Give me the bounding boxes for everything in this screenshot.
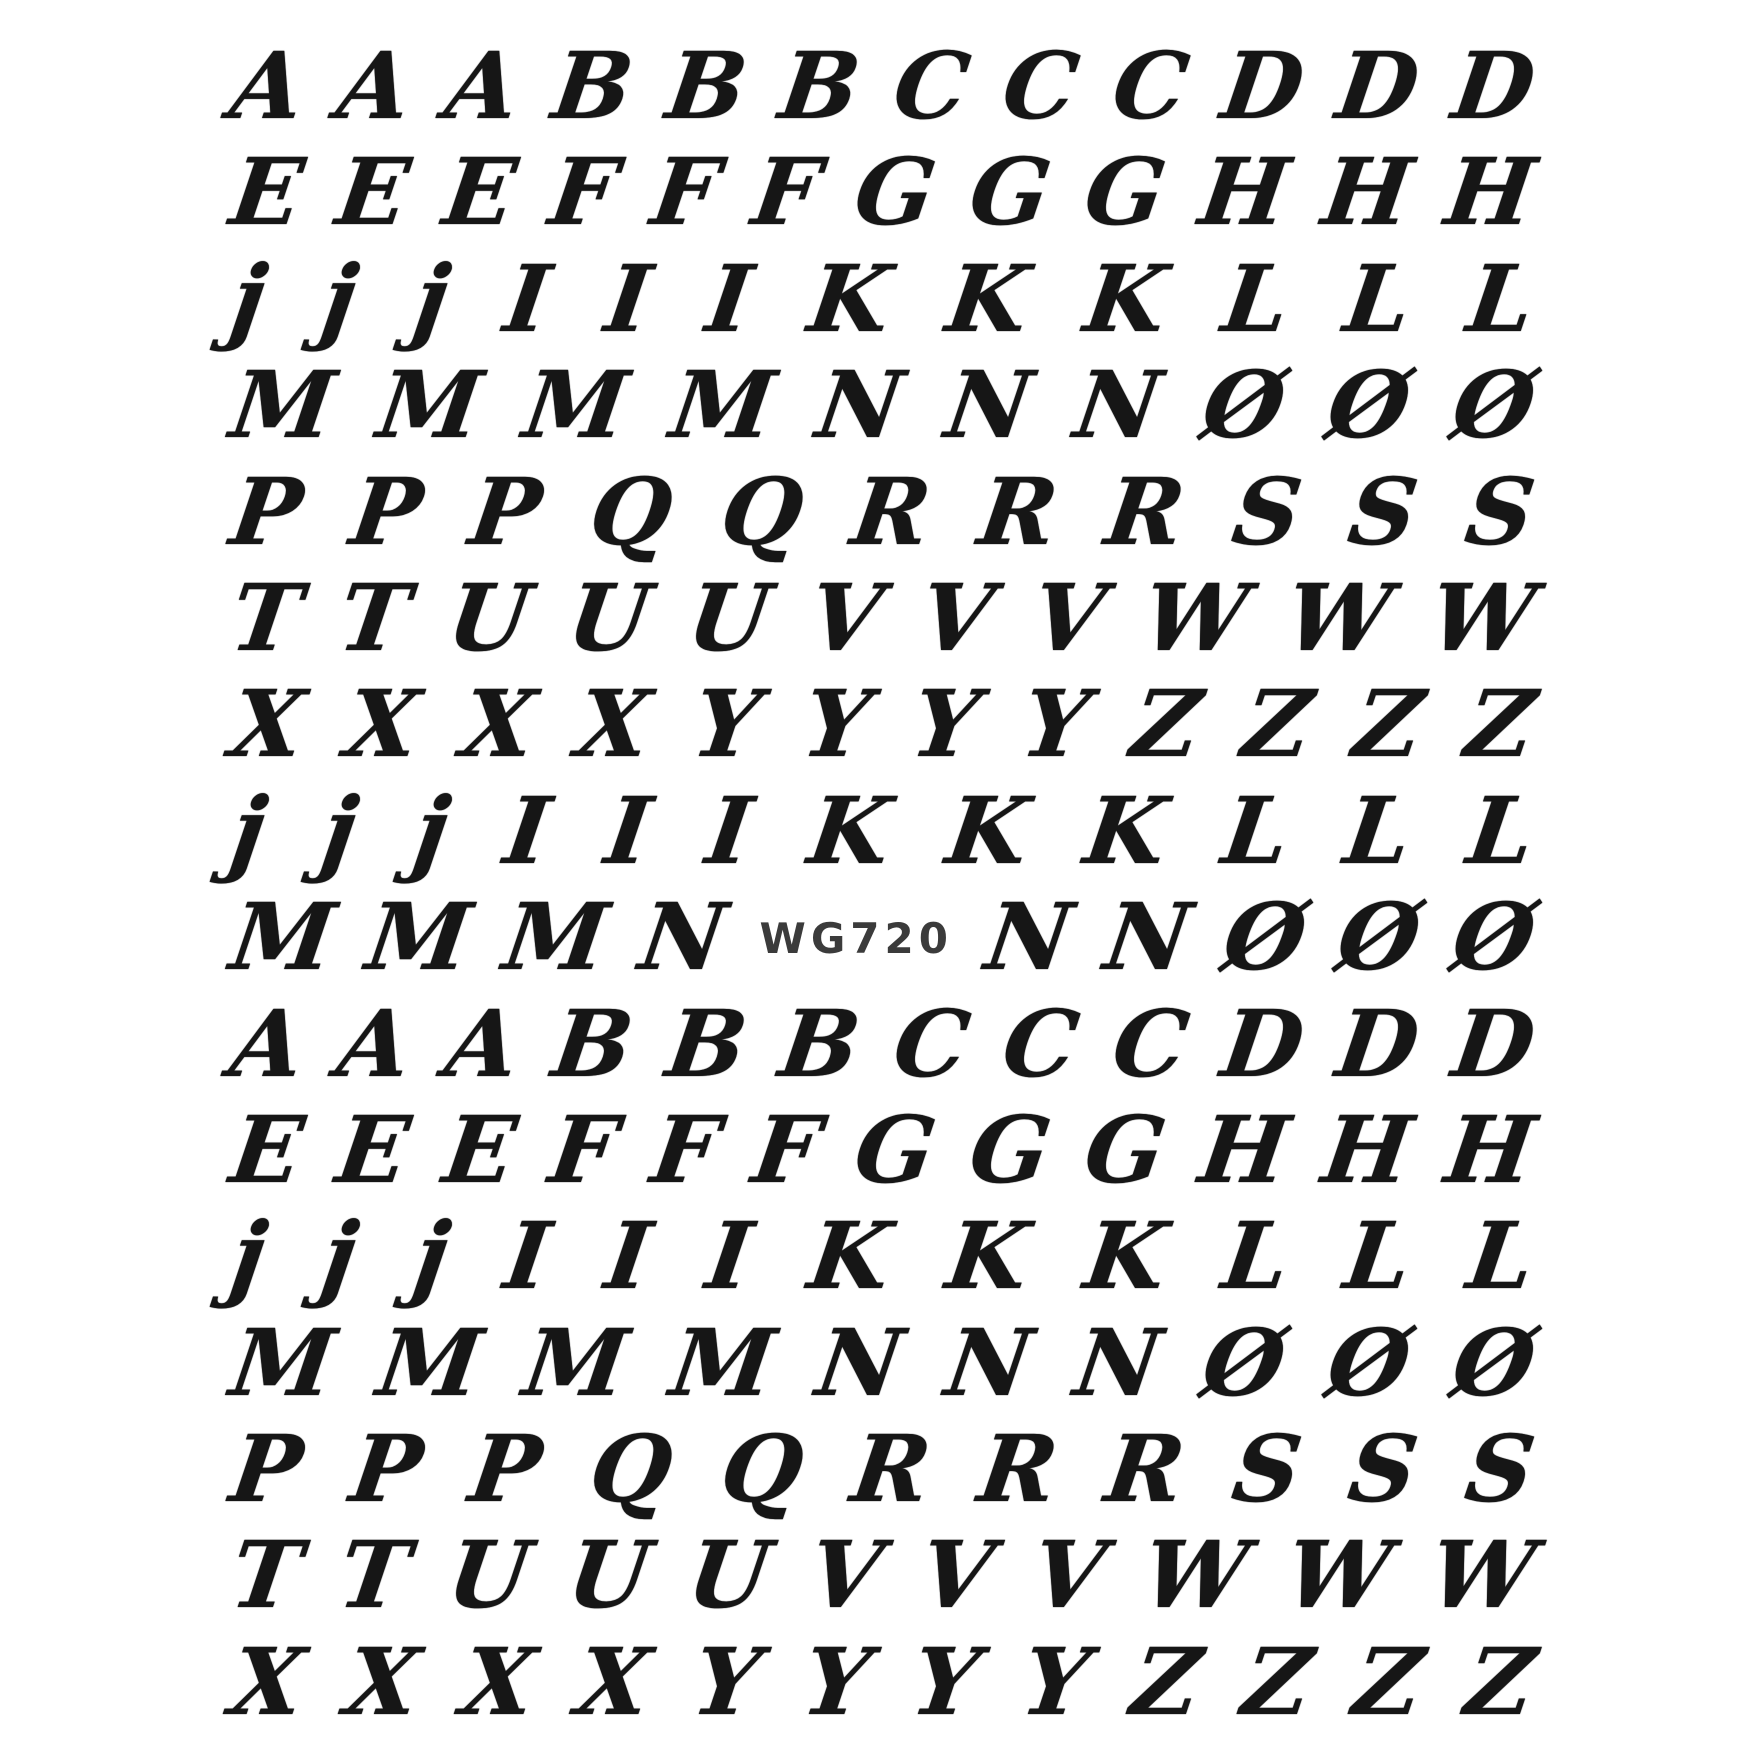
letter-sticker-z: Z xyxy=(1236,1627,1319,1736)
letter-sticker-d: D xyxy=(1330,32,1426,140)
letter-sticker-m: M xyxy=(360,883,478,992)
letter-sticker-r: R xyxy=(844,1415,937,1524)
letter-sticker-g: G xyxy=(1078,1095,1172,1204)
letter-row xyxy=(224,1415,1542,1524)
letter-sticker-b: B xyxy=(660,989,754,1098)
letter-sticker-a: A xyxy=(331,989,419,1098)
letter-sticker-f: F xyxy=(645,138,726,247)
letter-sticker-x: X xyxy=(339,1627,427,1736)
letter-sticker-l: L xyxy=(1338,244,1419,353)
letter-sticker-m: M xyxy=(370,351,488,460)
letter-row xyxy=(224,1202,1542,1311)
letter-sticker-r: R xyxy=(971,457,1064,566)
letter-sticker-s: S xyxy=(1342,457,1425,566)
letter-sticker-n: N xyxy=(633,883,733,992)
letter-sticker-n: N xyxy=(1098,883,1198,992)
letter-sticker-i: I xyxy=(498,1202,557,1311)
letter-sticker-o: Ø xyxy=(1196,351,1292,460)
letter-sticker-j: j xyxy=(224,776,273,885)
letter-sticker-x: X xyxy=(455,1627,542,1736)
letter-sticker-k: K xyxy=(939,1202,1036,1311)
letter-sticker-l: L xyxy=(1461,244,1542,353)
letter-sticker-u: U xyxy=(561,1521,658,1630)
letter-sticker-m: M xyxy=(517,351,635,460)
letter-sticker-u: U xyxy=(681,563,778,672)
letter-sticker-t: T xyxy=(224,1521,309,1630)
letter-sticker-a: A xyxy=(331,32,419,140)
letter-sticker-o: Ø xyxy=(1446,1308,1542,1417)
letter-sticker-x: X xyxy=(455,670,542,779)
letter-sticker-l: L xyxy=(1216,244,1296,353)
letter-sticker-e: E xyxy=(224,138,310,247)
letter-sticker-b: B xyxy=(546,32,640,140)
letter-sticker-j: j xyxy=(407,244,456,353)
letter-sticker-u: U xyxy=(441,1521,537,1630)
letter-sticker-w: W xyxy=(1423,1521,1542,1630)
letter-sticker-x: X xyxy=(570,1627,658,1736)
letter-sticker-e: E xyxy=(330,1095,417,1204)
letter-sticker-v: V xyxy=(913,563,1001,672)
letter-sticker-k: K xyxy=(939,244,1036,353)
letter-sticker-p: P xyxy=(344,1415,429,1524)
letter-sticker-d: D xyxy=(1330,989,1426,1098)
letter-sticker-w: W xyxy=(1279,1521,1399,1630)
letter-sticker-n: N xyxy=(1067,1308,1168,1417)
letter-sticker-m: M xyxy=(370,1308,488,1417)
letter-sticker-y: Y xyxy=(796,670,877,779)
letter-sticker-x: X xyxy=(339,670,427,779)
letter-row xyxy=(224,1095,1542,1204)
letter-sticker-z: Z xyxy=(1236,670,1319,779)
letter-sticker-g: G xyxy=(1078,138,1172,247)
letter-sticker-l: L xyxy=(1338,1202,1419,1311)
letter-sticker-y: Y xyxy=(686,670,768,779)
letter-sticker-d: D xyxy=(1446,32,1542,140)
letter-sticker-e: E xyxy=(437,1095,523,1204)
letter-sticker-s: S xyxy=(1342,1415,1425,1524)
letter-sticker-y: Y xyxy=(1015,670,1097,779)
letter-sticker-u: U xyxy=(441,563,537,672)
letter-sticker-x: X xyxy=(570,670,658,779)
letter-row xyxy=(224,1627,1542,1736)
letter-sticker-m: M xyxy=(663,351,781,460)
letter-row xyxy=(224,32,1542,140)
letter-sticker-y: Y xyxy=(905,670,987,779)
letter-sticker-a: A xyxy=(439,989,526,1098)
letter-sticker-j: j xyxy=(315,776,365,885)
letter-sticker-v: V xyxy=(802,563,889,672)
letter-sticker-b: B xyxy=(773,32,867,140)
letter-row xyxy=(224,1521,1542,1630)
letter-sticker-s: S xyxy=(1459,457,1542,566)
letter-row xyxy=(224,776,1542,885)
letter-sticker-j: j xyxy=(315,1202,365,1311)
letter-sticker-u: U xyxy=(681,1521,778,1630)
letter-sticker-g: G xyxy=(848,138,943,247)
letter-sticker-x: X xyxy=(224,670,311,779)
letter-sticker-d: D xyxy=(1215,32,1311,140)
letter-sticker-m: M xyxy=(224,883,342,992)
letter-sticker-q: Q xyxy=(714,457,810,566)
letter-sticker-m: M xyxy=(517,1308,635,1417)
letter-sticker-h: H xyxy=(1193,138,1296,247)
letter-sticker-i: I xyxy=(700,1202,760,1311)
letter-sticker-f: F xyxy=(746,138,828,247)
letter-sticker-y: Y xyxy=(905,1627,987,1736)
letter-sticker-m: M xyxy=(497,883,615,992)
letter-sticker-v: V xyxy=(913,1521,1001,1630)
letter-sticker-a: A xyxy=(224,32,311,140)
letter-sticker-i: I xyxy=(599,244,658,353)
letter-sticker-f: F xyxy=(746,1095,828,1204)
letter-sticker-y: Y xyxy=(686,1627,768,1736)
letter-sticker-z: Z xyxy=(1125,670,1208,779)
letter-sticker-w: W xyxy=(1136,563,1255,672)
letter-sticker-r: R xyxy=(1098,1415,1191,1524)
letter-sticker-v: V xyxy=(802,1521,889,1630)
letter-sticker-l: L xyxy=(1338,776,1419,885)
letter-row xyxy=(224,244,1542,353)
letter-sticker-q: Q xyxy=(583,457,679,566)
letter-sticker-m: M xyxy=(663,1308,781,1417)
letter-sticker-b: B xyxy=(546,989,640,1098)
letter-sticker-p: P xyxy=(224,1415,309,1524)
letter-sticker-l: L xyxy=(1461,776,1542,885)
letter-sticker-j: j xyxy=(315,244,365,353)
letter-sticker-k: K xyxy=(801,1202,898,1311)
letter-sticker-c: C xyxy=(1105,989,1195,1098)
letter-sticker-h: H xyxy=(1193,1095,1296,1204)
letter-sticker-n: N xyxy=(810,1308,910,1417)
letter-sticker-q: Q xyxy=(714,1415,810,1524)
letter-sticker-h: H xyxy=(1439,138,1542,247)
letter-sticker-o: Ø xyxy=(1446,351,1542,460)
letter-sticker-o: Ø xyxy=(1446,883,1542,992)
letter-row xyxy=(224,563,1542,672)
letter-sticker-w: W xyxy=(1279,563,1399,672)
letter-sticker-i: I xyxy=(498,776,557,885)
letter-sticker-l: L xyxy=(1216,1202,1296,1311)
letter-sticker-k: K xyxy=(1078,1202,1174,1311)
letter-sticker-z: Z xyxy=(1347,670,1431,779)
letter-sticker-p: P xyxy=(463,1415,549,1524)
letter-sticker-c: C xyxy=(996,32,1086,140)
letter-sticker-r: R xyxy=(1098,457,1191,566)
letter-sticker-k: K xyxy=(939,776,1036,885)
letter-row xyxy=(224,989,1542,1098)
letter-sticker-k: K xyxy=(801,244,898,353)
letter-sticker-a: A xyxy=(439,32,526,140)
letter-sticker-j: j xyxy=(407,776,456,885)
letter-sticker-c: C xyxy=(1105,32,1195,140)
letter-sticker-v: V xyxy=(1024,1521,1112,1630)
letter-sticker-l: L xyxy=(1216,776,1296,885)
letter-sticker-g: G xyxy=(963,138,1058,247)
letter-sticker-j: j xyxy=(224,244,273,353)
letter-sticker-e: E xyxy=(224,1095,310,1204)
letter-sticker-p: P xyxy=(224,457,309,566)
letter-sticker-r: R xyxy=(844,457,937,566)
letter-sticker-y: Y xyxy=(1015,1627,1097,1736)
letter-sticker-t: T xyxy=(332,563,417,672)
letter-sticker-a: A xyxy=(224,989,311,1098)
letter-sticker-z: Z xyxy=(1459,1627,1542,1736)
letter-sticker-i: I xyxy=(700,244,760,353)
letter-sticker-k: K xyxy=(1078,244,1174,353)
letter-sticker-w: W xyxy=(1136,1521,1255,1630)
letter-sticker-r: R xyxy=(971,1415,1064,1524)
letter-sticker-m: M xyxy=(224,1308,342,1417)
letter-sticker-i: I xyxy=(599,1202,658,1311)
letter-sticker-m: M xyxy=(224,351,342,460)
letter-sticker-g: G xyxy=(963,1095,1058,1204)
letter-sticker-c: C xyxy=(887,32,977,140)
letter-sticker-h: H xyxy=(1316,138,1419,247)
letter-sticker-n: N xyxy=(1067,351,1168,460)
letter-sticker-f: F xyxy=(543,138,625,247)
letter-sticker-s: S xyxy=(1225,1415,1308,1524)
letter-sticker-o: Ø xyxy=(1321,351,1417,460)
letter-sticker-p: P xyxy=(344,457,429,566)
letter-sticker-z: Z xyxy=(1347,1627,1431,1736)
letter-sticker-u: U xyxy=(561,563,658,672)
letter-sticker-v: V xyxy=(1024,563,1112,672)
letter-sticker-h: H xyxy=(1439,1095,1542,1204)
letter-sticker-d: D xyxy=(1446,989,1542,1098)
letter-sticker-x: X xyxy=(224,1627,311,1736)
letter-sticker-n: N xyxy=(939,1308,1039,1417)
letter-sticker-t: T xyxy=(332,1521,417,1630)
letter-row xyxy=(224,351,1542,460)
letter-sticker-j: j xyxy=(407,1202,456,1311)
letter-sticker-e: E xyxy=(437,138,523,247)
letter-sticker-f: F xyxy=(645,1095,726,1204)
letter-sticker-d: D xyxy=(1215,989,1311,1098)
letter-sticker-l: L xyxy=(1461,1202,1542,1311)
letter-sticker-b: B xyxy=(660,32,754,140)
letter-sticker-h: H xyxy=(1316,1095,1419,1204)
letter-sticker-k: K xyxy=(801,776,898,885)
letter-sticker-o: Ø xyxy=(1331,883,1427,992)
letter-sticker-c: C xyxy=(887,989,977,1098)
letter-sticker-o: Ø xyxy=(1216,883,1313,992)
letter-sticker-j: j xyxy=(224,1202,273,1311)
letter-sticker-z: Z xyxy=(1125,1627,1208,1736)
letter-row xyxy=(224,457,1542,566)
letter-sticker-c: C xyxy=(996,989,1086,1098)
letter-sticker-f: F xyxy=(543,1095,625,1204)
letter-sticker-b: B xyxy=(773,989,867,1098)
letter-sticker-o: Ø xyxy=(1321,1308,1417,1417)
letter-sticker-n: N xyxy=(979,883,1080,992)
letter-sticker-q: Q xyxy=(583,1415,679,1524)
letter-sticker-g: G xyxy=(848,1095,943,1204)
letter-sticker-i: I xyxy=(599,776,658,885)
product-code: WG720 xyxy=(759,914,953,964)
letter-row xyxy=(224,138,1542,247)
letter-sticker-e: E xyxy=(330,138,417,247)
letter-row xyxy=(224,1308,1542,1417)
letter-sticker-o: Ø xyxy=(1196,1308,1292,1417)
letter-sticker-n: N xyxy=(810,351,910,460)
letter-sticker-k: K xyxy=(1078,776,1174,885)
letter-sticker-p: P xyxy=(463,457,549,566)
letter-row xyxy=(224,883,1542,992)
letter-sticker-y: Y xyxy=(796,1627,877,1736)
letter-row xyxy=(224,670,1542,779)
letter-sticker-w: W xyxy=(1423,563,1542,672)
letter-sticker-z: Z xyxy=(1459,670,1542,779)
letter-sticker-n: N xyxy=(939,351,1039,460)
letter-sticker-i: I xyxy=(700,776,760,885)
letter-sticker-s: S xyxy=(1225,457,1308,566)
letter-sticker-s: S xyxy=(1459,1415,1542,1524)
letter-sticker-i: I xyxy=(498,244,557,353)
letter-sticker-t: T xyxy=(224,563,309,672)
